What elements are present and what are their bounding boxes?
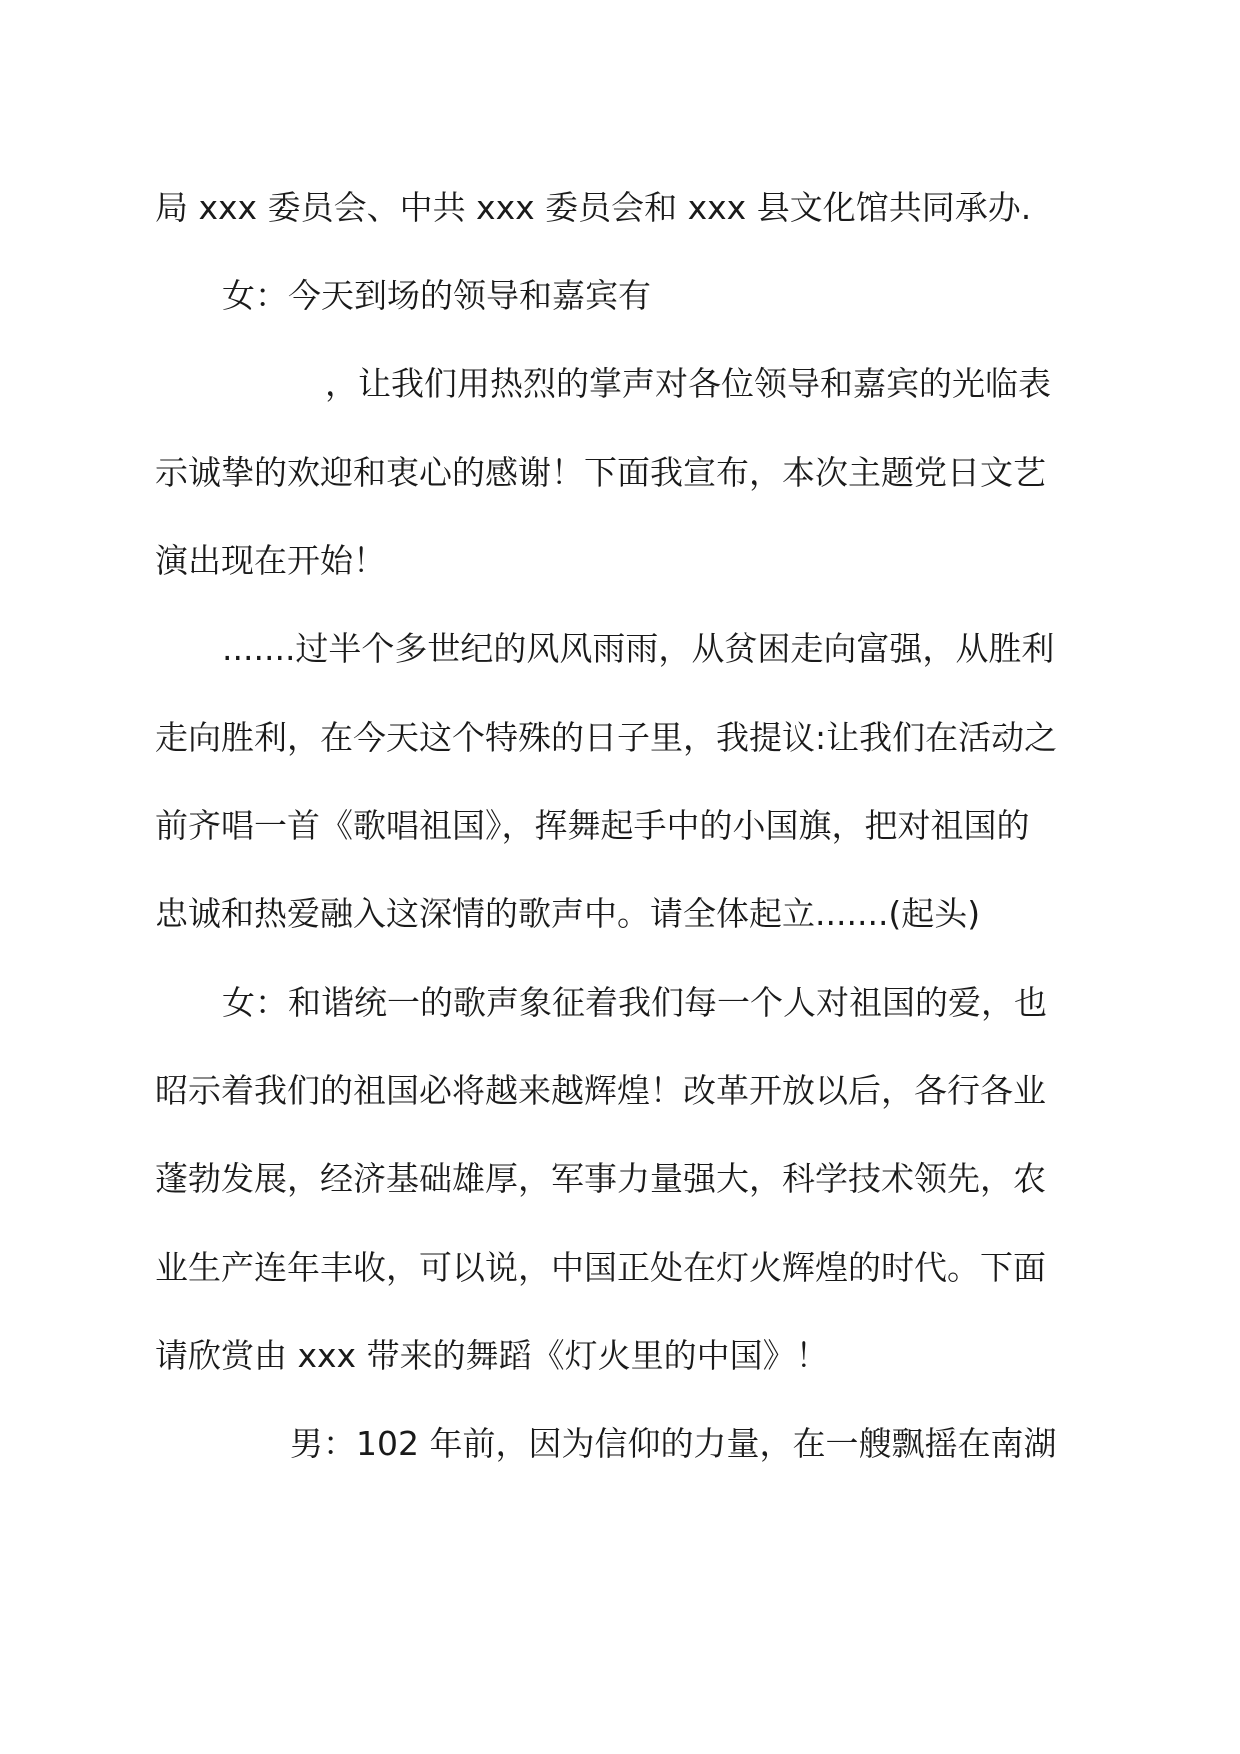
text-line-15: 男：102 年前，因为信仰的力量，在一艘飘摇在南湖 xyxy=(290,1424,1057,1463)
text-line-11: 昭示着我们的祖国必将越来越辉煌！改革开放以后，各行各业 xyxy=(155,1071,1046,1110)
text-line-6: .......过半个多世纪的风风雨雨，从贫困走向富强，从胜利 xyxy=(222,629,1055,668)
text-line-4: 示诚挚的欢迎和衷心的感谢！下面我宣布，本次主题党日文艺 xyxy=(155,453,1046,492)
text-line-14: 请欣赏由 xxx 带来的舞蹈《灯火里的中国》！ xyxy=(155,1336,829,1375)
text-line-3: ，让我们用热烈的掌声对各位领导和嘉宾的光临表 xyxy=(325,364,1051,403)
text-line-12: 蓬勃发展，经济基础雄厚，军事力量强大，科学技术领先，农 xyxy=(155,1159,1046,1198)
text-line-5: 演出现在开始！ xyxy=(155,541,386,580)
text-line-8: 前齐唱一首《歌唱祖国》，挥舞起手中的小国旗，把对祖国的 xyxy=(155,806,1030,845)
text-line-13: 业生产连年丰收，可以说，中国正处在灯火辉煌的时代。下面 xyxy=(155,1248,1046,1287)
text-line-10: 女：和谐统一的歌声象征着我们每一个人对祖国的爱，也 xyxy=(222,983,1047,1022)
text-line-9: 忠诚和热爱融入这深情的歌声中。请全体起立.......(起头) xyxy=(155,894,981,933)
text-line-1: 局 xxx 委员会、中共 xxx 委员会和 xxx 县文化馆共同承办. xyxy=(155,188,1032,227)
text-line-7: 走向胜利，在今天这个特殊的日子里，我提议:让我们在活动之 xyxy=(155,718,1058,757)
text-line-2: 女：今天到场的领导和嘉宾有 xyxy=(222,276,651,315)
